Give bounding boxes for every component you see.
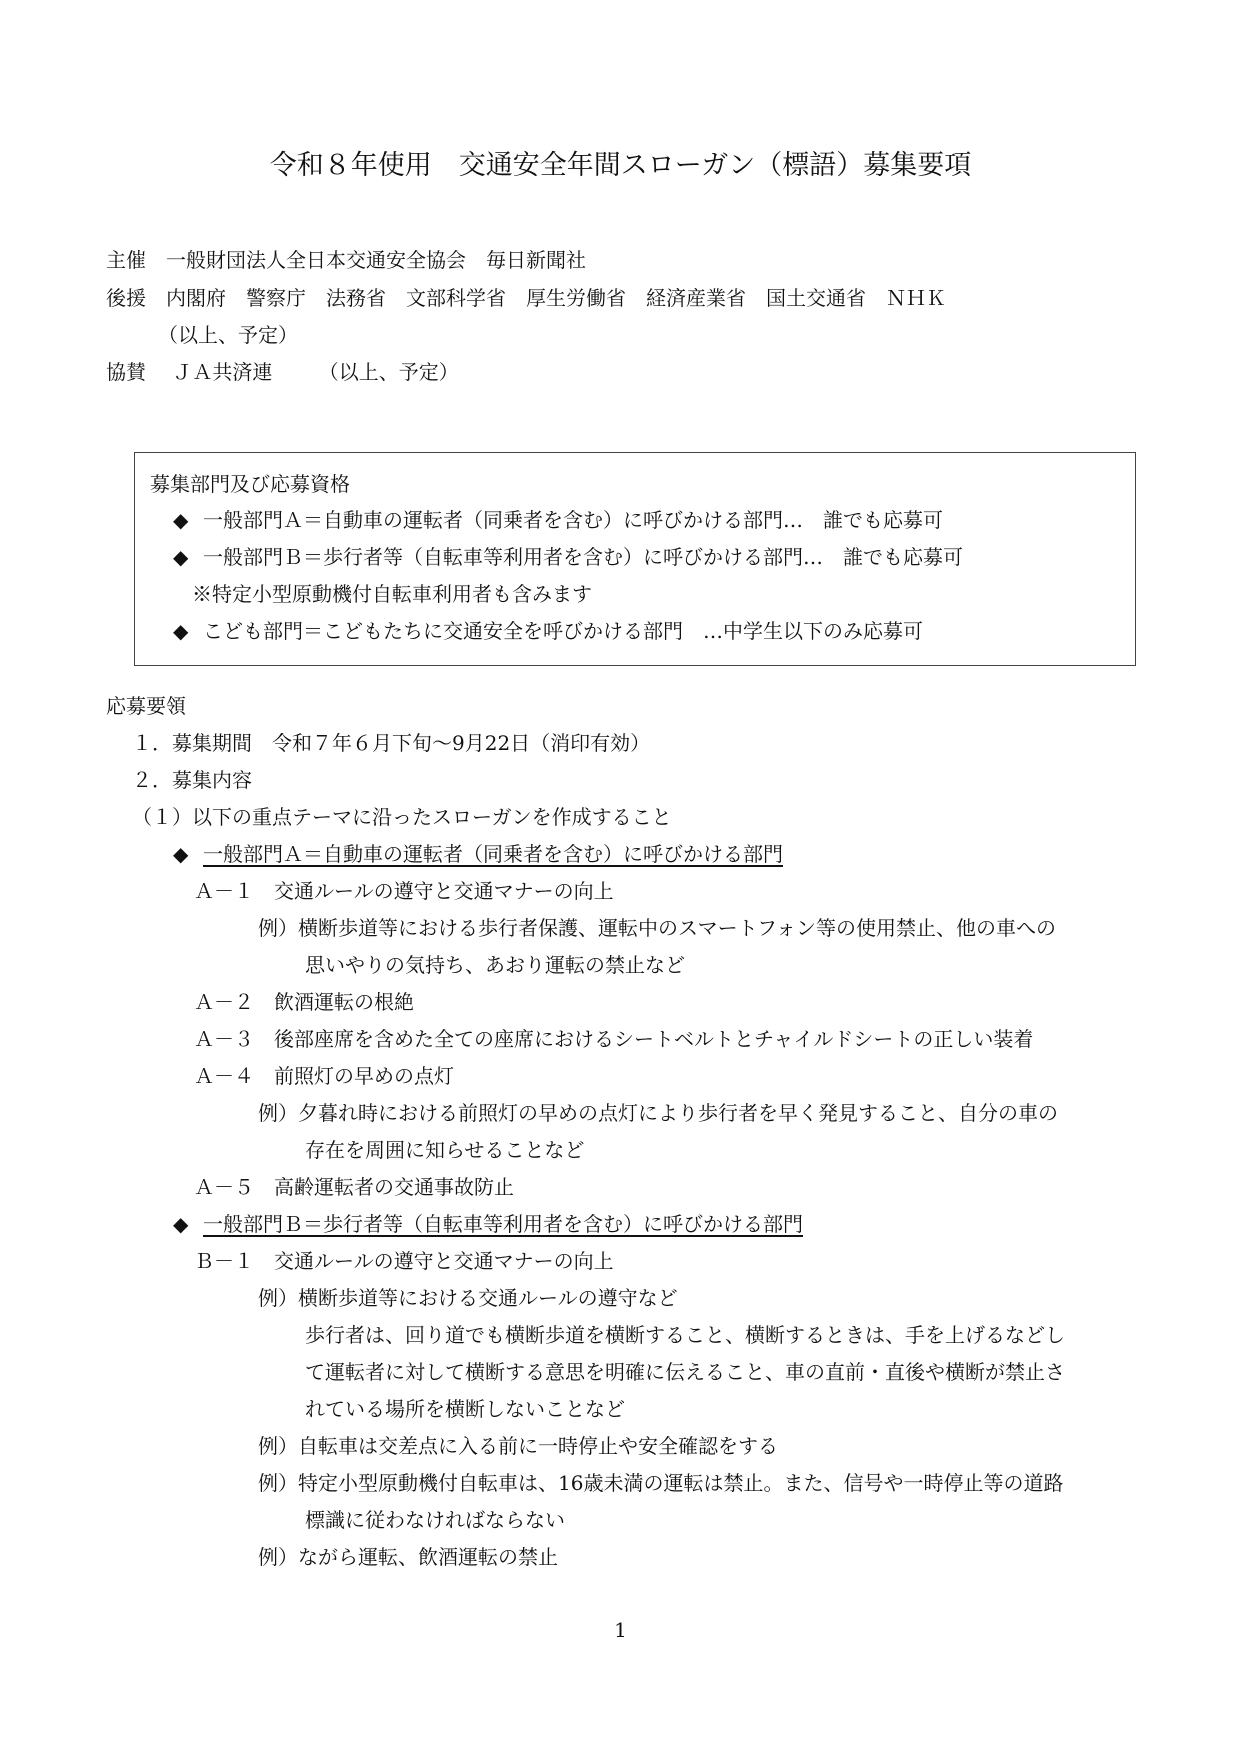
host-line: 主催 一般財団法人全日本交通安全協会 毎日新聞社 — [106, 248, 586, 272]
diamond-bullet-icon: ◆ — [173, 1212, 189, 1236]
diamond-bullet-icon: ◆ — [173, 545, 189, 569]
section-b-heading — [173, 1210, 803, 1238]
eligibility-item-c — [173, 617, 923, 645]
application-period: １．募集期間 令和７年６月下旬～9月22日（消印有効） — [132, 731, 651, 755]
application-content: ２．募集内容 — [132, 768, 252, 792]
theme-b1-example-1-cont: れている場所を横断しないことなど — [305, 1397, 625, 1421]
sponsor-line: 協賛 ＪＡ共済連 （以上、予定） — [106, 360, 459, 384]
theme-b1-example-4: 例）ながら運転、飲酒運転の禁止 — [258, 1545, 558, 1569]
eligibility-item-b-text: 一般部門Ｂ＝歩行者等（自転車等利用者を含む）に呼びかける部門… 誰でも応募可 — [203, 545, 963, 569]
section-b-title: 一般部門Ｂ＝歩行者等（自転車等利用者を含む）に呼びかける部門 — [203, 1212, 803, 1236]
theme-a2: Ａ－２ 飲酒運転の根絶 — [194, 990, 414, 1014]
eligibility-item-a — [173, 506, 943, 534]
diamond-bullet-icon: ◆ — [173, 508, 189, 532]
theme-a4-example: 例）夕暮れ時における前照灯の早めの点灯により歩行者を早く発見すること、自分の車の — [258, 1101, 1058, 1125]
eligibility-item-a-text: 一般部門Ａ＝自動車の運転者（同乗者を含む）に呼びかける部門… 誰でも応募可 — [203, 508, 943, 532]
content-item-1: （１）以下の重点テーマに沿ったスローガンを作成すること — [132, 805, 672, 829]
theme-b1-example-2: 例）自転車は交差点に入る前に一時停止や安全確認をする — [258, 1434, 778, 1458]
eligibility-item-b — [173, 543, 963, 571]
application-heading: 応募要領 — [106, 694, 186, 718]
diamond-bullet-icon: ◆ — [173, 842, 189, 866]
theme-a1-example-cont: 思いやりの気持ち、あおり運転の禁止など — [305, 953, 685, 977]
theme-a3: Ａ－３ 後部座席を含めた全ての座席におけるシートベルトとチャイルドシートの正しい装着 — [194, 1027, 1034, 1051]
theme-b1: Ｂ－１ 交通ルールの遵守と交通マナーの向上 — [194, 1249, 614, 1273]
theme-a1-example: 例）横断歩道等における歩行者保護、運転中のスマートフォン等の使用禁止、他の車への — [258, 916, 1056, 940]
document-title: 令和８年使用 交通安全年間スローガン（標語）募集要項 — [269, 150, 972, 181]
eligibility-item-b-note: ※特定小型原動機付自転車利用者も含みます — [192, 582, 592, 606]
theme-b1-example-1: 例）横断歩道等における交通ルールの遵守など — [258, 1286, 678, 1310]
theme-a4: Ａ－４ 前照灯の早めの点灯 — [194, 1064, 454, 1088]
theme-a1: Ａ－１ 交通ルールの遵守と交通マナーの向上 — [194, 879, 614, 903]
page-number: 1 — [614, 1618, 627, 1642]
theme-a4-example-cont: 存在を周囲に知らせることなど — [305, 1138, 585, 1162]
theme-a5: Ａ－５ 高齢運転者の交通事故防止 — [194, 1175, 514, 1199]
support-note: （以上、予定） — [158, 323, 298, 347]
theme-b1-example-3: 例）特定小型原動機付自転車は、16歳未満の運転は禁止。また、信号や一時停止等の道路 — [258, 1471, 1064, 1495]
theme-b1-example-3-cont: 標識に従わなければならない — [305, 1508, 565, 1532]
section-a-title: 一般部門Ａ＝自動車の運転者（同乗者を含む）に呼びかける部門 — [203, 842, 783, 866]
support-line: 後援 内閣府 警察庁 法務省 文部科学省 厚生労働省 経済産業省 国土交通省 ＮＨＫ — [106, 286, 946, 310]
theme-b1-example-1-cont: 歩行者は、回り道でも横断歩道を横断すること、横断するときは、手を上げるなどし — [305, 1323, 1065, 1347]
eligibility-item-c-text: こども部門＝こどもたちに交通安全を呼びかける部門 …中学生以下のみ応募可 — [203, 619, 923, 643]
diamond-bullet-icon: ◆ — [173, 619, 189, 643]
eligibility-heading: 募集部門及び応募資格 — [150, 472, 350, 496]
theme-b1-example-1-cont: て運転者に対して横断する意思を明確に伝えること、車の直前・直後や横断が禁止さ — [305, 1360, 1065, 1384]
section-a-heading — [173, 840, 783, 868]
